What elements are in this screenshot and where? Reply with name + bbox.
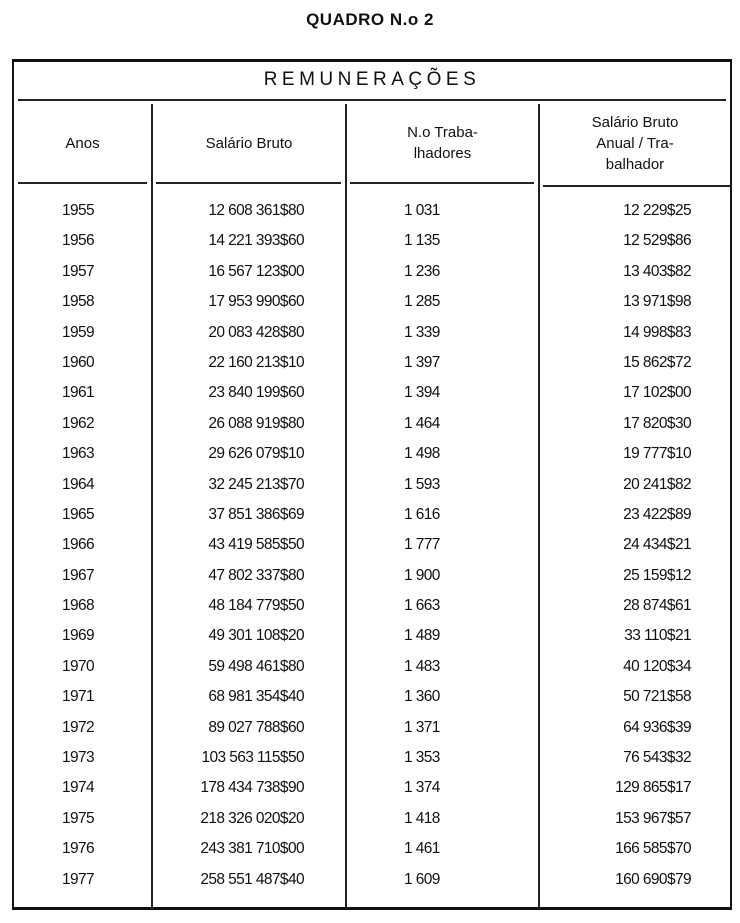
column-header-salario-bruto (153, 104, 345, 182)
cell-salario-bruto: 218 326 020$20 (200, 809, 304, 827)
cell-salario-bruto: 43 419 585$50 (208, 536, 304, 554)
cell-trabalhadores: 1 593 (404, 475, 440, 493)
remuneracoes-table (12, 59, 732, 910)
cell-salario-bruto: 23 840 199$60 (208, 384, 304, 402)
table-row (14, 597, 730, 627)
cell-ano: 1958 (62, 293, 95, 311)
cell-anual-trabalhador: 14 998$83 (623, 323, 691, 341)
table-row (14, 384, 730, 414)
cell-salario-bruto: 258 551 487$40 (200, 870, 304, 888)
cell-anual-trabalhador: 24 434$21 (623, 536, 691, 554)
table-row (14, 445, 730, 475)
cell-salario-bruto: 37 851 386$69 (208, 505, 304, 523)
column-header-underline (18, 182, 147, 184)
cell-trabalhadores: 1 418 (404, 809, 440, 827)
cell-anual-trabalhador: 25 159$12 (623, 566, 691, 584)
column-header-label: Anual / Tra- (596, 134, 674, 152)
cell-trabalhadores: 1 285 (404, 293, 440, 311)
cell-anual-trabalhador: 153 967$57 (615, 809, 691, 827)
cell-salario-bruto: 14 221 393$60 (208, 232, 304, 250)
table-row (14, 688, 730, 718)
cell-anual-trabalhador: 33 110$21 (624, 627, 691, 645)
table-row (14, 536, 730, 566)
column-header-underline (543, 185, 730, 187)
cell-ano: 1956 (62, 232, 95, 250)
cell-ano: 1965 (62, 505, 95, 523)
cell-trabalhadores: 1 397 (404, 353, 440, 371)
cell-anual-trabalhador: 13 971$98 (623, 293, 691, 311)
cell-anual-trabalhador: 28 874$61 (623, 597, 691, 615)
column-header-label: lhadores (413, 145, 472, 162)
table-row (14, 476, 730, 506)
cell-trabalhadores: 1 663 (404, 597, 440, 615)
cell-salario-bruto: 26 088 919$80 (208, 414, 304, 432)
table-row (14, 871, 730, 901)
cell-anual-trabalhador: 17 820$30 (623, 414, 691, 432)
cell-ano: 1974 (62, 779, 95, 797)
table-row (14, 719, 730, 749)
cell-ano: 1964 (62, 475, 95, 493)
cell-ano: 1959 (62, 323, 95, 341)
cell-anual-trabalhador: 20 241$82 (623, 475, 691, 493)
cell-trabalhadores: 1 031 (404, 202, 440, 219)
cell-salario-bruto: 48 184 779$50 (208, 597, 304, 615)
cell-trabalhadores: 1 461 (404, 840, 440, 858)
cell-salario-bruto: 29 626 079$10 (208, 445, 304, 463)
cell-ano: 1957 (62, 262, 95, 280)
quadro-title: QUADRO N.o 2 (306, 10, 434, 29)
cell-anual-trabalhador: 76 543$32 (623, 749, 691, 767)
cell-anual-trabalhador: 19 777$10 (623, 445, 691, 463)
cell-ano: 1970 (62, 657, 95, 675)
cell-anual-trabalhador: 12 529$86 (623, 232, 691, 250)
cell-anual-trabalhador: 15 862$72 (623, 353, 691, 371)
cell-anual-trabalhador: 17 102$00 (623, 384, 691, 402)
cell-trabalhadores: 1 339 (404, 323, 440, 341)
column-header-label: N.o Traba- (407, 124, 478, 141)
cell-salario-bruto: 12 608 361$80 (208, 202, 304, 219)
cell-ano: 1972 (62, 718, 95, 736)
cell-trabalhadores: 1 483 (404, 657, 440, 675)
table-row (14, 840, 730, 870)
column-header-underline (156, 182, 341, 184)
cell-salario-bruto: 243 381 710$00 (200, 840, 304, 858)
cell-trabalhadores: 1 464 (404, 414, 440, 432)
cell-ano: 1975 (62, 809, 95, 827)
table-row (14, 232, 730, 262)
table-row (14, 506, 730, 536)
cell-trabalhadores: 1 394 (404, 384, 440, 402)
header-divider (18, 99, 726, 101)
cell-anual-trabalhador: 13 403$82 (623, 262, 691, 280)
cell-anual-trabalhador: 160 690$79 (615, 870, 691, 888)
column-header-anual-trabalhador (540, 104, 730, 182)
table-row (14, 263, 730, 293)
table-row (14, 415, 730, 445)
column-header-trabalhadores (347, 104, 538, 182)
cell-ano: 1971 (62, 688, 95, 706)
cell-ano: 1976 (62, 840, 95, 858)
table-row (14, 293, 730, 323)
cell-ano: 1967 (62, 566, 95, 584)
table-row (14, 202, 730, 232)
column-header-anos (14, 104, 151, 182)
table-row (14, 810, 730, 840)
cell-ano: 1960 (62, 353, 95, 371)
column-header-label: Salário Bruto (205, 134, 293, 152)
cell-salario-bruto: 178 434 738$90 (200, 779, 304, 797)
cell-anual-trabalhador: 12 229$25 (623, 202, 691, 219)
cell-salario-bruto: 68 981 354$40 (208, 688, 304, 706)
cell-ano: 1963 (62, 445, 95, 463)
cell-ano: 1966 (62, 536, 95, 554)
cell-ano: 1962 (62, 414, 95, 432)
table-row (14, 749, 730, 779)
table-row (14, 627, 730, 657)
table-row (14, 324, 730, 354)
cell-trabalhadores: 1 498 (404, 445, 440, 463)
column-header-label: Anos (65, 134, 100, 152)
table-body (14, 202, 730, 901)
cell-ano: 1955 (62, 202, 95, 219)
column-header-label: balhador (605, 155, 665, 173)
cell-anual-trabalhador: 40 120$34 (623, 657, 691, 675)
column-header-underline (350, 182, 534, 184)
cell-salario-bruto: 17 953 990$60 (208, 293, 304, 311)
cell-trabalhadores: 1 616 (404, 505, 440, 523)
cell-salario-bruto: 49 301 108$20 (208, 627, 304, 645)
cell-trabalhadores: 1 374 (404, 779, 440, 797)
cell-ano: 1961 (62, 384, 95, 402)
table-row (14, 567, 730, 597)
cell-ano: 1968 (62, 597, 95, 615)
cell-trabalhadores: 1 236 (404, 262, 440, 280)
table-row (14, 658, 730, 688)
cell-trabalhadores: 1 353 (404, 749, 440, 767)
cell-anual-trabalhador: 23 422$89 (623, 505, 691, 523)
cell-anual-trabalhador: 166 585$70 (615, 840, 691, 858)
cell-trabalhadores: 1 360 (404, 688, 440, 706)
cell-trabalhadores: 1 135 (404, 232, 440, 250)
table-row (14, 354, 730, 384)
cell-ano: 1969 (62, 627, 95, 645)
cell-ano: 1977 (62, 870, 95, 888)
cell-anual-trabalhador: 64 936$39 (623, 718, 691, 736)
section-title: REMUNERAÇÕES (263, 69, 481, 90)
cell-trabalhadores: 1 371 (404, 718, 440, 736)
cell-anual-trabalhador: 50 721$58 (623, 688, 691, 706)
cell-trabalhadores: 1 489 (404, 627, 440, 645)
cell-trabalhadores: 1 900 (404, 566, 440, 584)
cell-salario-bruto: 22 160 213$10 (208, 353, 304, 371)
cell-trabalhadores: 1 777 (404, 536, 440, 554)
cell-salario-bruto: 16 567 123$00 (208, 262, 304, 280)
cell-salario-bruto: 20 083 428$80 (208, 323, 304, 341)
cell-salario-bruto: 103 563 115$50 (201, 749, 304, 767)
column-header-label: Salário Bruto (591, 113, 679, 131)
cell-salario-bruto: 32 245 213$70 (208, 475, 304, 493)
cell-trabalhadores: 1 609 (404, 870, 440, 888)
cell-salario-bruto: 47 802 337$80 (208, 566, 304, 584)
table-row (14, 779, 730, 809)
cell-salario-bruto: 59 498 461$80 (208, 657, 304, 675)
cell-ano: 1973 (62, 749, 95, 767)
cell-salario-bruto: 89 027 788$60 (208, 718, 304, 736)
cell-anual-trabalhador: 129 865$17 (615, 779, 691, 797)
